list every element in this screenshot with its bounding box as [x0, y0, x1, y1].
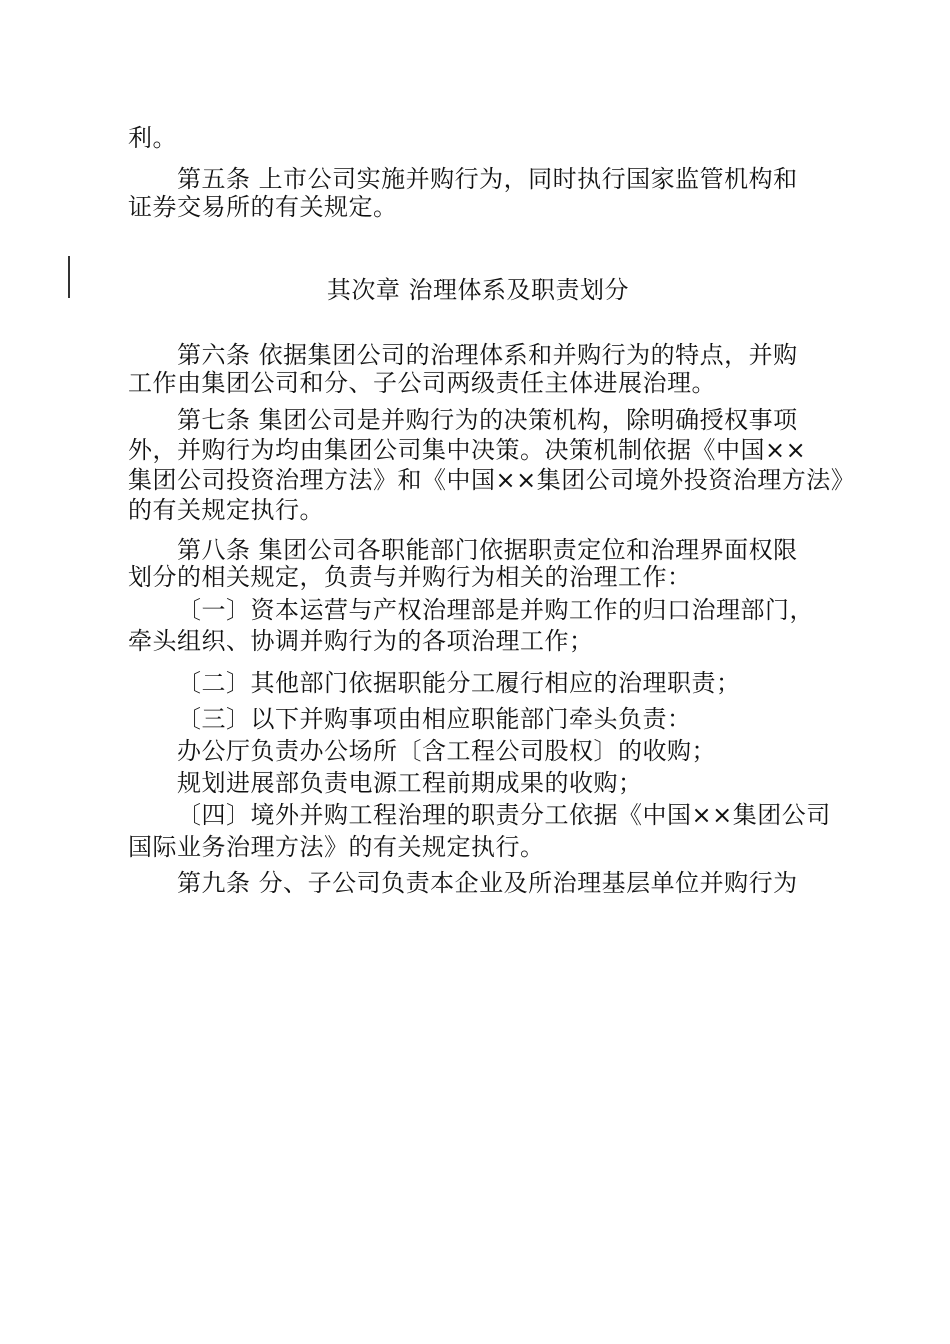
text-line: 集团公司投资治理方法》和《中国××集团公司境外投资治理方法》	[128, 466, 856, 494]
text-line: 牵头组织、协调并购行为的各项治理工作；	[128, 627, 594, 655]
chapter-heading: 其次章 治理体系及职责划分	[326, 276, 630, 304]
clause-4: 〔四〕境外并购工程治理的职责分工依据《中国××集团公司	[177, 801, 831, 829]
article-5: 第五条 上市公司实施并购行为，同时执行国家监管机构和	[177, 165, 798, 193]
article-8: 第八条 集团公司各职能部门依据职责定位和治理界面权限	[177, 536, 798, 564]
clause-1: 〔一〕资本运营与产权治理部是并购工作的归口治理部门，	[177, 596, 814, 624]
margin-change-bar	[68, 256, 70, 298]
text-line: 办公厅负责办公场所〔含工程公司股权〕的收购；	[177, 737, 716, 765]
clause-2: 〔二〕其他部门依据职能分工履行相应的治理职责；	[177, 669, 741, 697]
text-line: 国际业务治理方法》的有关规定执行。	[128, 833, 545, 861]
text-line: 利。	[128, 124, 177, 152]
text-line: 工作由集团公司和分、子公司两级责任主体进展治理。	[128, 369, 716, 397]
text-line: 外，并购行为均由集团公司集中决策。决策机制依据《中国××	[128, 436, 807, 464]
text-line: 规划进展部负责电源工程前期成果的收购；	[177, 769, 643, 797]
clause-3: 〔三〕以下并购事项由相应职能部门牵头负责：	[177, 705, 692, 733]
article-6: 第六条 依据集团公司的治理体系和并购行为的特点，并购	[177, 341, 798, 369]
text-line: 划分的相关规定，负责与并购行为相关的治理工作：	[128, 563, 692, 591]
text-line: 证券交易所的有关规定。	[128, 193, 398, 221]
article-9: 第九条 分、子公司负责本企业及所治理基层单位并购行为	[177, 869, 798, 897]
text-line: 的有关规定执行。	[128, 496, 324, 524]
article-7: 第七条 集团公司是并购行为的决策机构，除明确授权事项	[177, 406, 798, 434]
